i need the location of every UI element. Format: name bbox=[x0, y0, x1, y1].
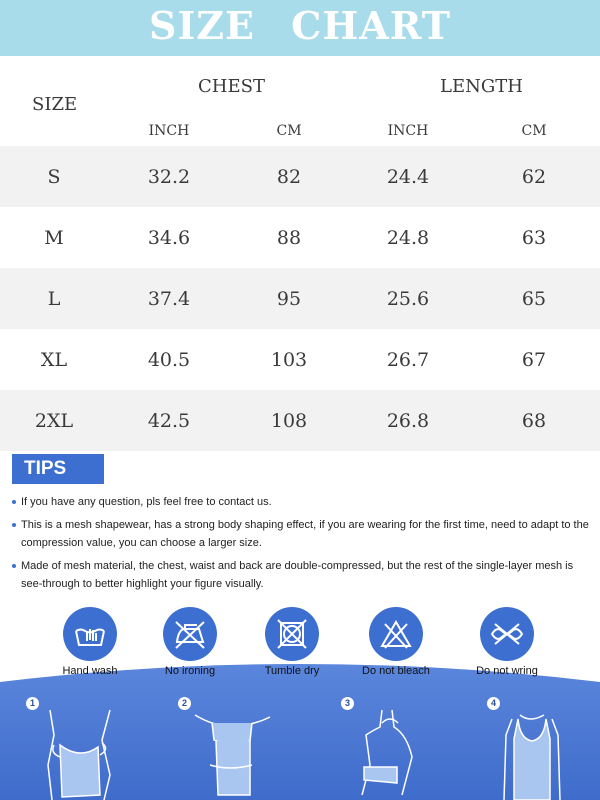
step-number: 2 bbox=[178, 697, 191, 710]
step-2-illustration bbox=[190, 705, 290, 800]
hand-wash-icon bbox=[63, 607, 117, 661]
table-row bbox=[0, 268, 600, 329]
length-cm-cell: 65 bbox=[521, 287, 547, 310]
chest-inch-cell: 42.5 bbox=[147, 409, 191, 432]
tips-badge: TIPS bbox=[12, 454, 104, 484]
no-ironing-icon bbox=[163, 607, 217, 661]
length-cm-cell: 62 bbox=[521, 165, 547, 188]
chest-cm-cell: 103 bbox=[270, 348, 308, 371]
tip-item bbox=[12, 493, 590, 511]
table-row bbox=[0, 390, 600, 451]
length-inch-cell: 24.4 bbox=[386, 165, 430, 188]
chest-inch-cell: 34.6 bbox=[147, 226, 191, 249]
chest-inch-cell: 32.2 bbox=[147, 165, 191, 188]
care-do-not-wring bbox=[452, 607, 562, 677]
table-row bbox=[0, 146, 600, 207]
size-cell: L bbox=[47, 287, 61, 310]
chest-cm-cell: 108 bbox=[270, 409, 308, 432]
care-label: No ironing bbox=[164, 665, 216, 677]
table-row bbox=[0, 329, 600, 390]
length-cm-cell: 63 bbox=[521, 226, 547, 249]
table-header bbox=[0, 56, 600, 146]
chest-column-header: CHEST bbox=[198, 76, 265, 97]
chest-cm-cell: 82 bbox=[276, 165, 302, 188]
length-cm-cell: 67 bbox=[521, 348, 547, 371]
bullet-icon bbox=[12, 523, 16, 527]
table-row bbox=[0, 207, 600, 268]
length-cm-header: CM bbox=[521, 123, 547, 139]
chest-inch-cell: 37.4 bbox=[147, 287, 191, 310]
do-not-bleach-icon bbox=[369, 607, 423, 661]
length-inch-cell: 25.6 bbox=[386, 287, 430, 310]
title-banner bbox=[0, 0, 600, 56]
length-cm-cell: 68 bbox=[521, 409, 547, 432]
tip-text: If you have any question, pls feel free to contact us. bbox=[21, 496, 272, 508]
length-column-header: LENGTH bbox=[440, 76, 523, 97]
bullet-icon bbox=[12, 500, 16, 504]
care-no-ironing bbox=[135, 607, 245, 677]
care-tumble-dry bbox=[237, 607, 347, 677]
step-1-illustration bbox=[40, 705, 150, 800]
tips-list bbox=[12, 493, 590, 598]
care-label: Do not wring bbox=[476, 665, 538, 677]
length-inch-cell: 26.8 bbox=[386, 409, 430, 432]
chest-cm-header: CM bbox=[276, 123, 302, 139]
step-3-illustration bbox=[352, 705, 452, 800]
bullet-icon bbox=[12, 564, 16, 568]
size-column-header: SIZE bbox=[32, 94, 78, 115]
size-table bbox=[0, 56, 600, 451]
step-4-illustration bbox=[490, 705, 580, 800]
tip-item bbox=[12, 516, 590, 552]
care-hand-wash bbox=[35, 607, 145, 677]
do-not-wring-icon bbox=[480, 607, 534, 661]
care-label: Do not bleach bbox=[362, 665, 430, 677]
chest-inch-cell: 40.5 bbox=[147, 348, 191, 371]
care-label: Tumble dry bbox=[264, 665, 320, 677]
size-cell: M bbox=[44, 226, 64, 249]
care-label: Hand wash bbox=[62, 665, 118, 677]
size-cell: XL bbox=[40, 348, 68, 371]
step-number: 1 bbox=[26, 697, 39, 710]
step-number: 3 bbox=[341, 697, 354, 710]
chest-inch-header: INCH bbox=[148, 123, 190, 139]
size-cell: S bbox=[47, 165, 61, 188]
step-number: 4 bbox=[487, 697, 500, 710]
size-cell: 2XL bbox=[34, 409, 74, 432]
chest-cm-cell: 88 bbox=[276, 226, 302, 249]
length-inch-header: INCH bbox=[387, 123, 429, 139]
tip-item bbox=[12, 557, 590, 593]
length-inch-cell: 24.8 bbox=[386, 226, 430, 249]
chest-cm-cell: 95 bbox=[276, 287, 302, 310]
tip-text: This is a mesh shapewear, has a strong body shaping effect, if you are wearing for the first time, need to adapt to the compression value, you can choose a larger size. bbox=[21, 519, 589, 549]
care-do-not-bleach bbox=[341, 607, 451, 677]
tumble-dry-icon bbox=[265, 607, 319, 661]
length-inch-cell: 26.7 bbox=[386, 348, 430, 371]
tip-text: Made of mesh material, the chest, waist and back are double-compressed, but the rest of the single-layer mesh is see-through to better highlight your figure visually. bbox=[21, 560, 574, 590]
page-title: SIZE CHART bbox=[149, 3, 451, 48]
